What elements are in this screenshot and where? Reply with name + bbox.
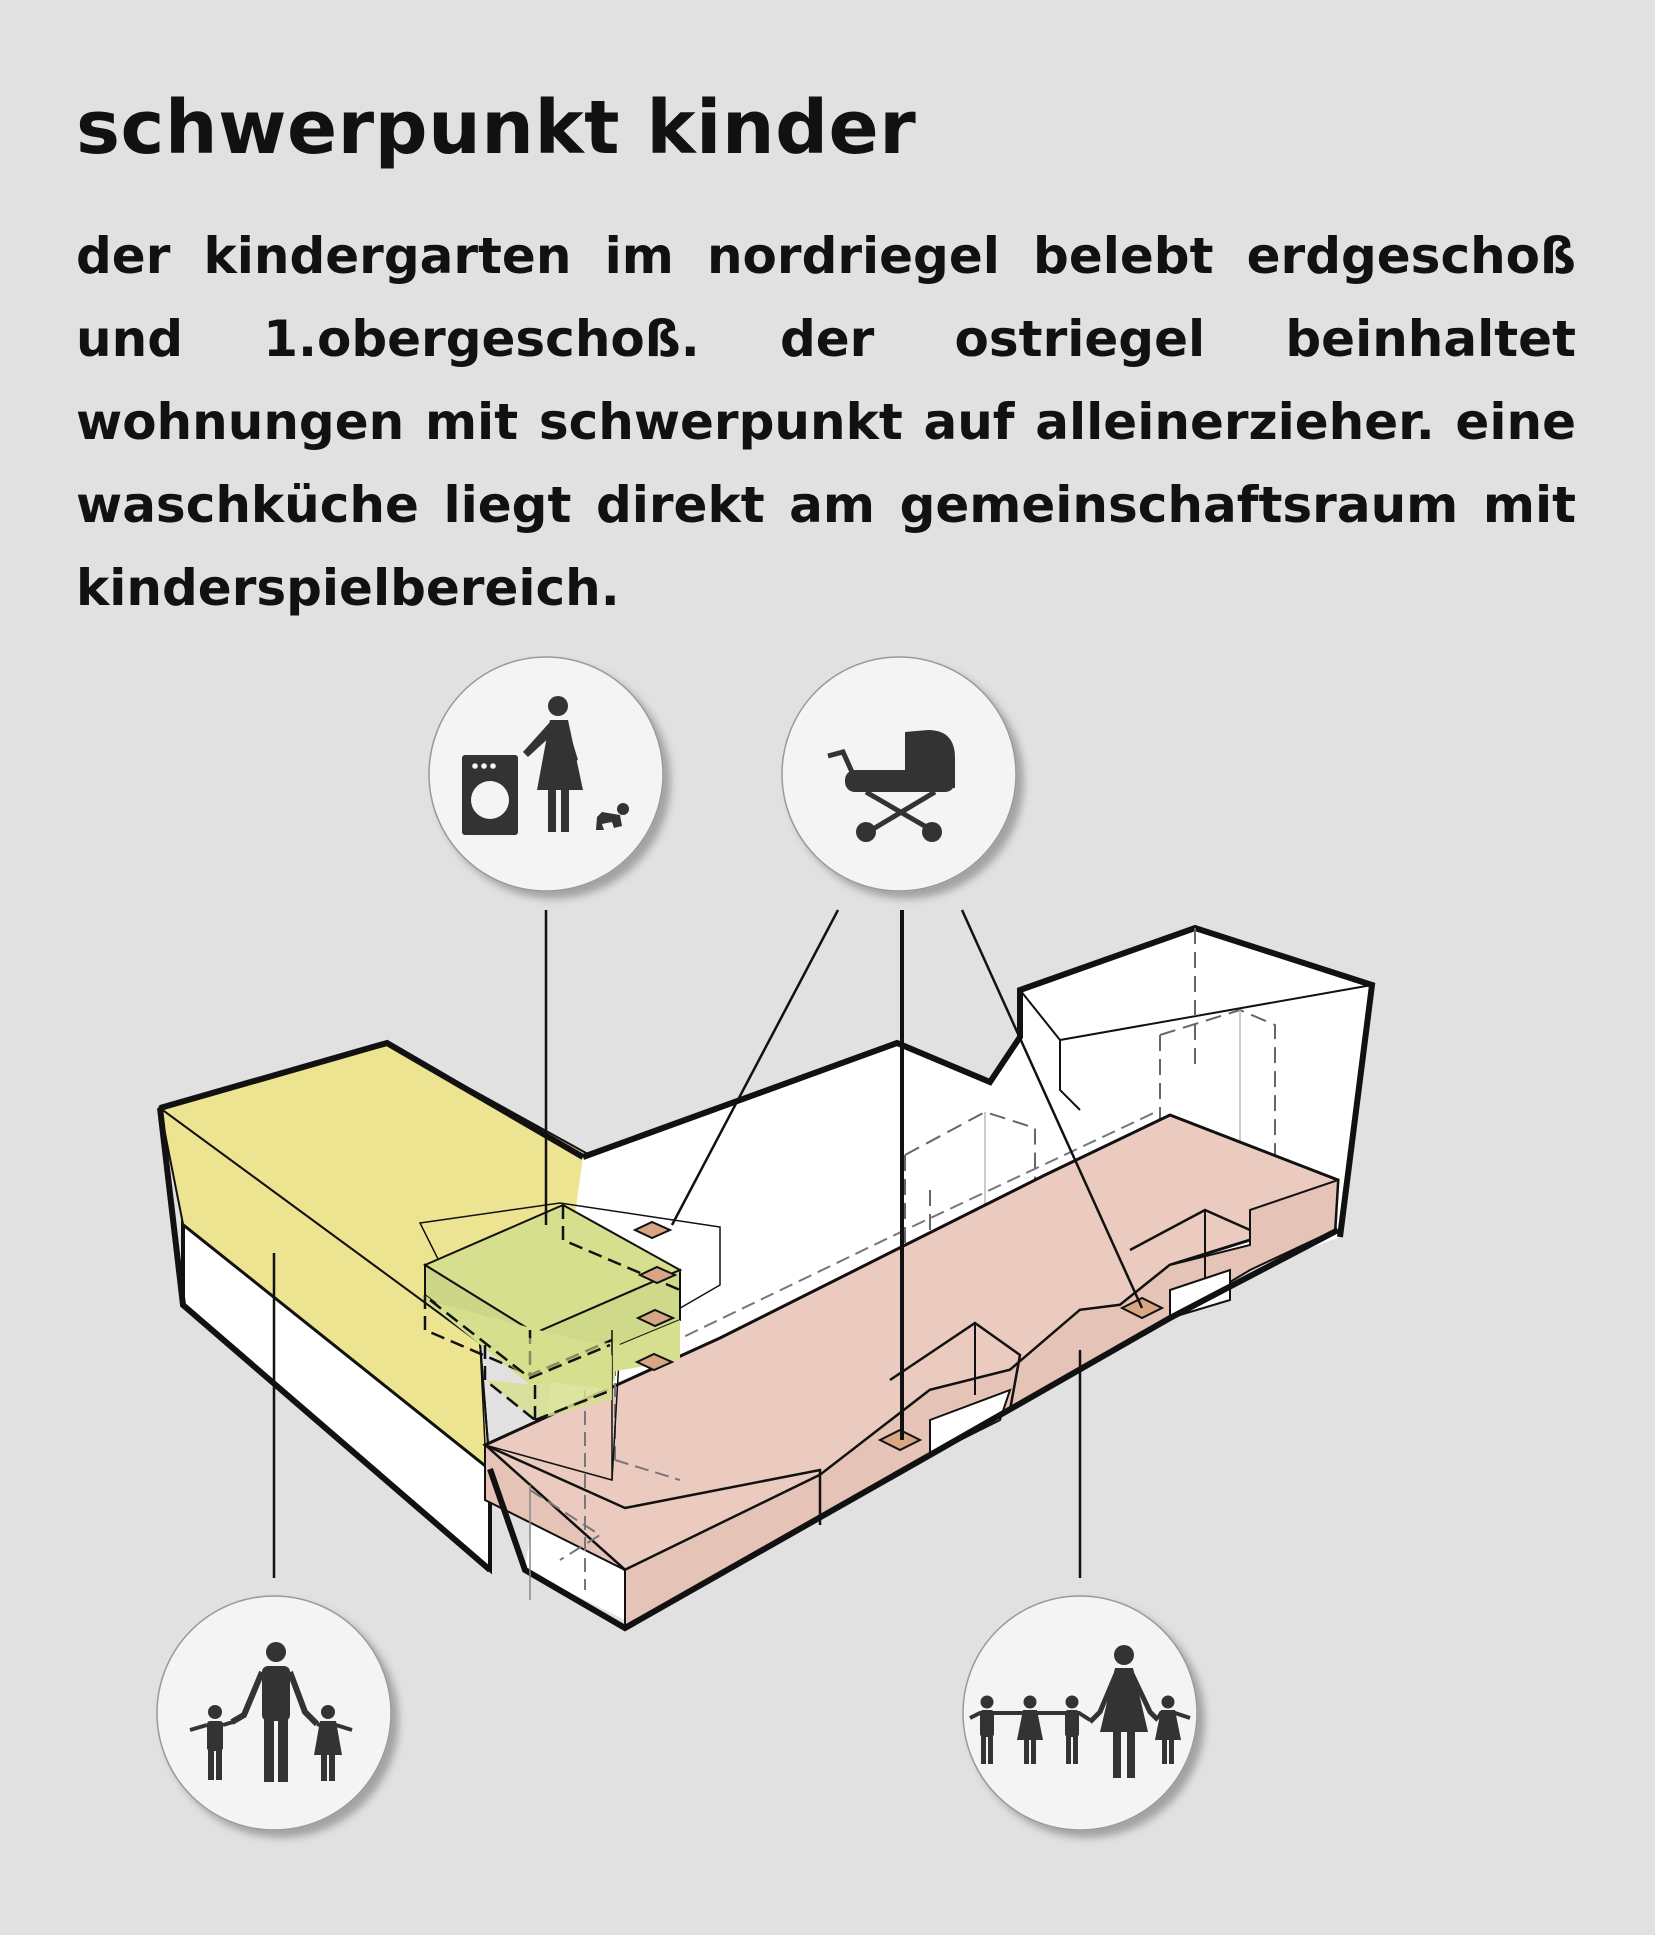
family-father-icon: [157, 1596, 391, 1830]
single-mother-family-icon: [963, 1596, 1197, 1830]
intro-text: der kindergarten im nordriegel belebt erdgeschoß und 1.obergeschoß. der ostriegel beinhaltet wohnungen mit schwerpunkt auf alleinerzieher. eine waschküche liegt direkt am gemeinschaftsraum mit kinderspielbereich.: [76, 227, 1576, 617]
laundry-icon: [429, 657, 663, 891]
page-title: schwerpunkt kinder: [76, 85, 917, 171]
stroller-icon: [782, 657, 1016, 891]
